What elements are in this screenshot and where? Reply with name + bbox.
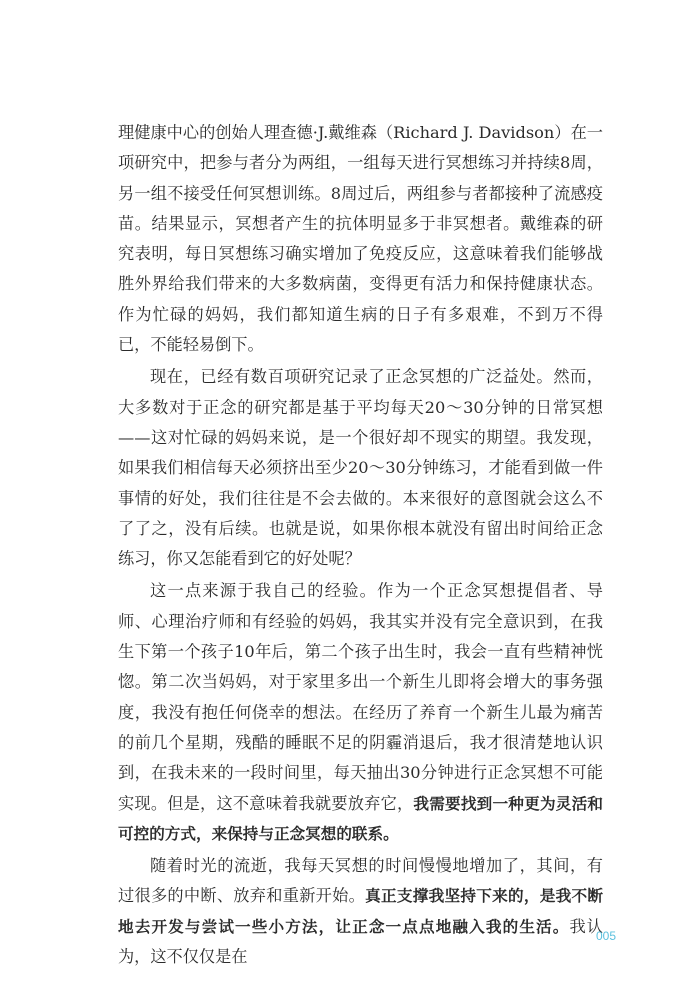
paragraph-2-text: 现在，已经有数百项研究记录了正念冥想的广泛益处。然而，大多数对于正念的研究都是基于平均每天20～30分钟的日常冥想——这对忙碌的妈妈来说，是一个很好却不现实的期望。我发现，如果我们相信每天必须挤出至少20～30分钟练习，才能看到做一件事情的好处，我们往往是不会去做的。本来很好的意图就会这么不了了之，没有后续。也就是说，如果你根本就没有留出时间给正念练习，你又怎能看到它的好处呢？ bbox=[118, 367, 603, 569]
paragraph-3-text: 这一点来源于我自己的经验。作为一个正念冥想提倡者、导师、心理治疗师和有经验的妈妈，我其实并没有完全意识到，在我生下第一个孩子10年后，第二个孩子出生时，我会一直有些精神恍惚。第二次当妈妈，对于家里多出一个新生儿即将会增大的事务强度，我没有抱任何侥幸的想法。在经历了养育一个新生儿最为痛苦的前几个星期，残酷的睡眠不足的阴霾消退后，我才很清楚地认识到，在我未来的一段时间里，每天抽出30分钟进行正念冥想不可能实现。但是，这不意味着我就要放弃它， bbox=[118, 581, 603, 813]
paragraph-3-emphasis: 我需要找到一种更为灵活和可控的方式，来保持与正念冥想的联系。 bbox=[118, 794, 603, 843]
paragraph-4-text: 随着时光的流逝，我每天冥想的时间慢慢地增加了，其间，有过很多的中断、放弃和重新开始。 bbox=[118, 856, 603, 906]
paragraph-1 bbox=[118, 118, 603, 360]
paragraph-1-text: 理健康中心的创始人理查德·J.戴维森（Richard J. Davidson）在一项研究中，把参与者分为两组，一组每天进行冥想练习并持续8周，另一组不接受任何冥想训练。8周过后，两组参与者都接种了流感疫苗。结果显示，冥想者产生的抗体明显多于非冥想者。戴维森的研究表明，每日冥想练习确实增加了免疫反应，这意味着我们能够战胜外界给我们带来的大多数病菌，变得更有活力和保持健康状态。作为忙碌的妈妈，我们都知道生病的日子有多艰难，不到万不得已，不能轻易倒下。 bbox=[118, 123, 603, 355]
paragraph-4 bbox=[118, 851, 603, 972]
paragraph-2 bbox=[118, 362, 603, 574]
paragraph-3 bbox=[118, 576, 603, 849]
paragraph-4-emphasis: 真正支撑我坚持下来的，是我不断地去开发与尝试一些小方法，让正念一点点地融入我的生活。 bbox=[118, 887, 603, 936]
paragraph-4-tail: 我认为，这不仅仅是在 bbox=[118, 916, 603, 967]
body-text bbox=[118, 118, 603, 974]
page-number: 005 bbox=[596, 929, 617, 943]
